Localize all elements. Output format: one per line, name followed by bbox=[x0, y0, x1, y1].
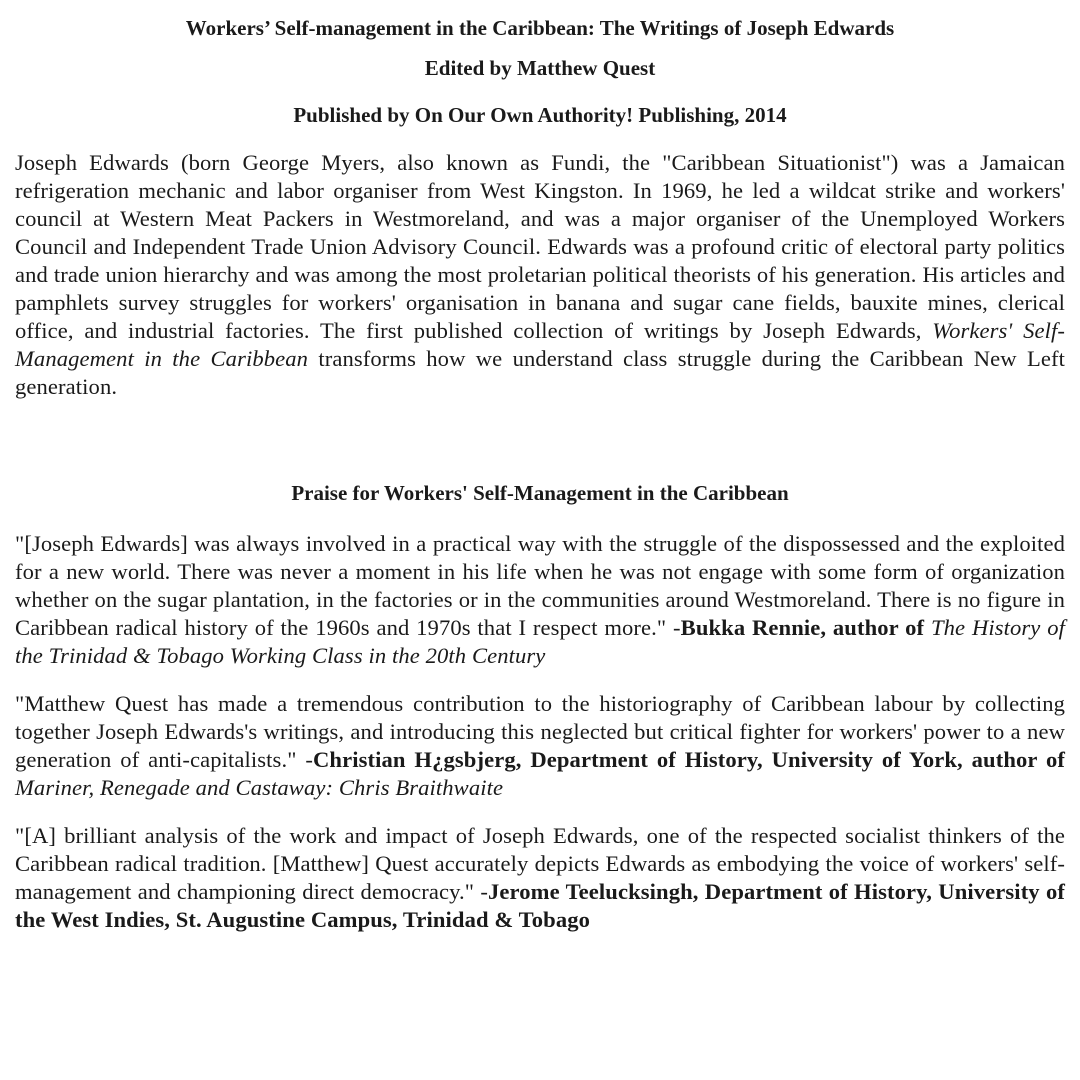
editor-line: Edited by Matthew Quest bbox=[424, 56, 656, 81]
intro-paragraph bbox=[15, 149, 1065, 401]
publisher-line: Published by On Our Own Authority! Publishing, 2014 bbox=[293, 103, 787, 128]
praise-quote bbox=[15, 822, 1065, 934]
quote-work: Mariner, Renegade and Castaway: Chris Braithwaite bbox=[15, 774, 504, 800]
quote-text: "Matthew Quest has made a tremendous contribution to the historiography of Caribbean labour by collecting together Joseph Edwards's writings, and introducing this neglected but critical fighter for workers' power to a new generation of anti-capitalists." - bbox=[15, 690, 1065, 772]
quote-attribution: Christian H¿gsbjerg, Department of History, University of York, author of bbox=[313, 746, 1066, 772]
quote-attribution: Jerome Teelucksingh, Department of History, University of the West Indies, St. Augustine Campus, Trinidad & Tobago bbox=[15, 878, 1065, 932]
book-title: Workers’ Self-management in the Caribbean: The Writings of Joseph Edwards bbox=[185, 16, 895, 40]
intro-text: Joseph Edwards (born George Myers, also known as Fundi, the "Caribbean Situationist") was a Jamaican refrigeration mechanic and labor organiser from West Kingston. In 1969, he led a wildcat strike and workers' council at Western Meat Packers in Westmoreland, and was a major organiser of the Unemployed Workers Council and Independent Trade Union Advisory Council. Edwards was a profound critic of electoral party politics and trade union hierarchy and was among the most proletarian political theorists of his generation. His articles and pamphlets survey struggles for workers' organisation in banana and sugar cane fields, bauxite mines, clerical office, and industrial factories. The first published collection of writings by Joseph Edwards, bbox=[15, 149, 1065, 343]
praise-quote bbox=[15, 530, 1065, 670]
quote-work: The History of the Trinidad & Tobago Working Class in the 20th Century bbox=[15, 614, 1065, 668]
quote-text: "[Joseph Edwards] was always involved in a practical way with the struggle of the dispossessed and the exploited for a new world. There was never a moment in his life when he was not engage with some form of organization whether on the sugar plantation, in the factories or in the communities around Westmoreland. There is no figure in Caribbean radical history of the 1960s and 1970s that I respect more." - bbox=[15, 530, 1065, 640]
praise-quote bbox=[15, 690, 1065, 802]
quote-attribution: Bukka Rennie, author of bbox=[680, 614, 925, 640]
praise-heading: Praise for Workers' Self-Management in the Caribbean bbox=[291, 480, 789, 505]
intro-text-end: transforms how we understand class struggle during the Caribbean New Left generation. bbox=[15, 345, 1065, 399]
intro-book-title: Workers' Self-Management in the Caribbean bbox=[15, 317, 1066, 371]
quote-text: "[A] brilliant analysis of the work and impact of Joseph Edwards, one of the respected socialist thinkers of the Caribbean radical tradition. [Matthew] Quest accurately depicts Edwards as embodying the voice of workers' self-management and championing direct democracy." - bbox=[15, 822, 1065, 904]
